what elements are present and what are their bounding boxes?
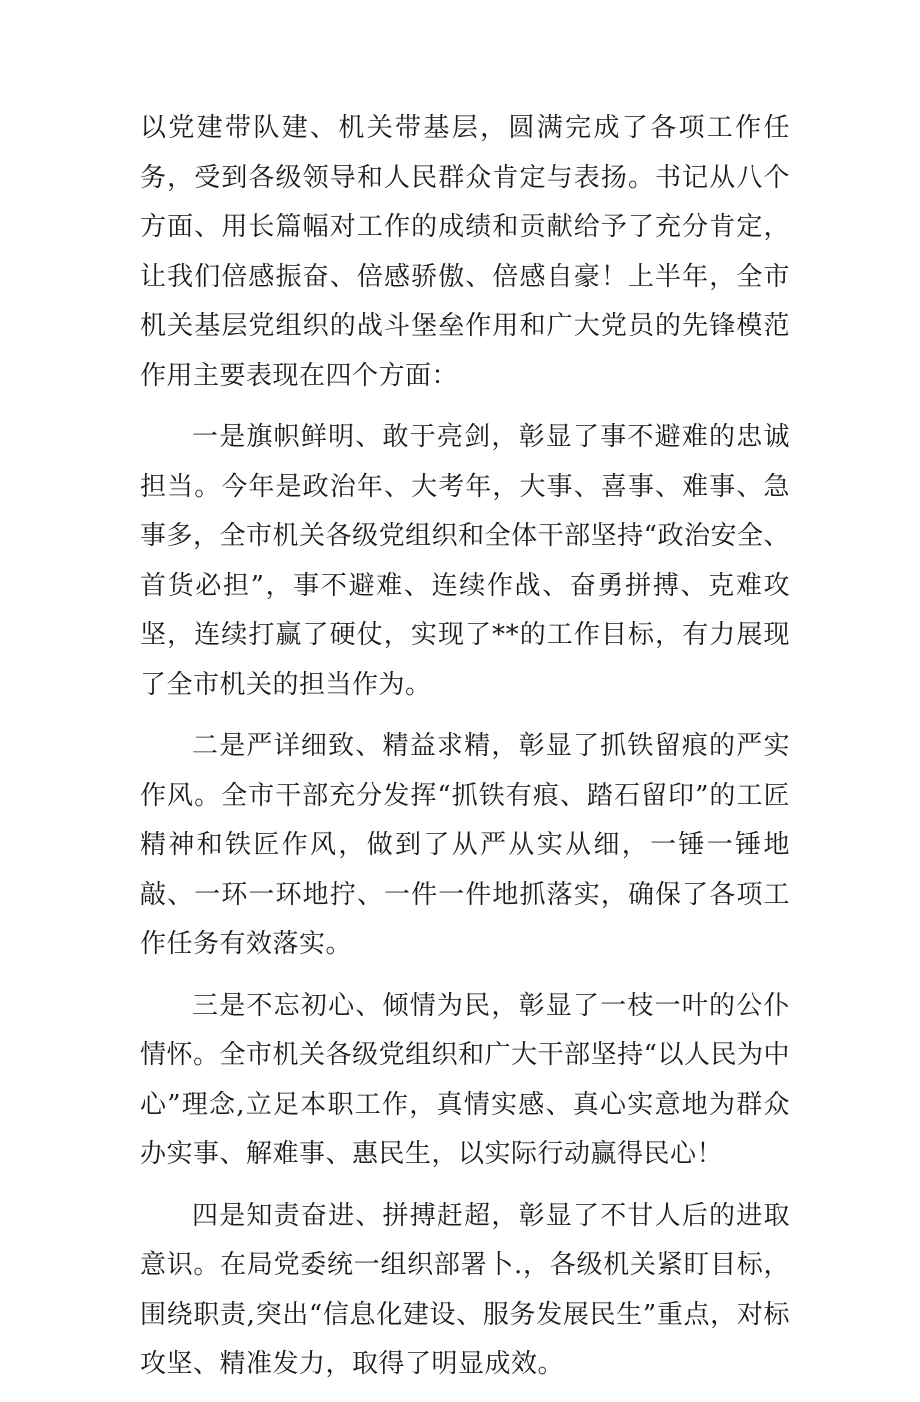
paragraph-5: 四是知责奋进、拼搏赶超，彰显了不甘人后的进取意识。在局党委统一组织部署卜.，各级机关紧盯目标，围绕职责,突出“信息化建设、服务发展民生”重点，对标攻坚、精准发力，取得了明显成效。 (140, 1200, 790, 1379)
document-body (140, 104, 790, 1402)
paragraph-4: 三是不忘初心、倾情为民，彰显了一枝一叶的公仆情怀。全市机关各级党组织和广大干部坚持“以人民为中心”理念,立足本职工作，真情实感、真心实意地为群众办实事、解难事、惠民生，以实际行动赢得民心！ (140, 990, 790, 1169)
paragraph-1: 以党建带队建、机关带基层，圆满完成了各项工作任务，受到各级领导和人民群众肯定与表扬。书记从八个方面、用长篇幅对工作的成绩和贡献给予了充分肯定，让我们倍感振奋、倍感骄傲、倍感自豪！上半年，全市机关基层党组织的战斗堡垒作用和广大党员的先锋模范作用主要表现在四个方面： (140, 113, 790, 391)
paragraph-3: 二是严详细致、精益求精，彰显了抓铁留痕的严实作风。全市干部充分发挥“抓铁有痕、踏石留印”的工匠精神和铁匠作风，做到了从严从实从细，一锤一锤地敲、一环一环地拧、一件一件地抓落实，确保了各项工作任务有效落实。 (140, 731, 790, 959)
paragraph-2: 一是旗帜鲜明、敢于亮剑，彰显了事不避难的忠诚担当。今年是政治年、大考年，大事、喜事、难事、急事多，全市机关各级党组织和全体干部坚持“政治安全、首货必担”，事不避难、连续作战、奋勇拼搏、克难攻坚，连续打赢了硬仗，实现了**的工作目标，有力展现了全市机关的担当作为。 (140, 422, 790, 700)
